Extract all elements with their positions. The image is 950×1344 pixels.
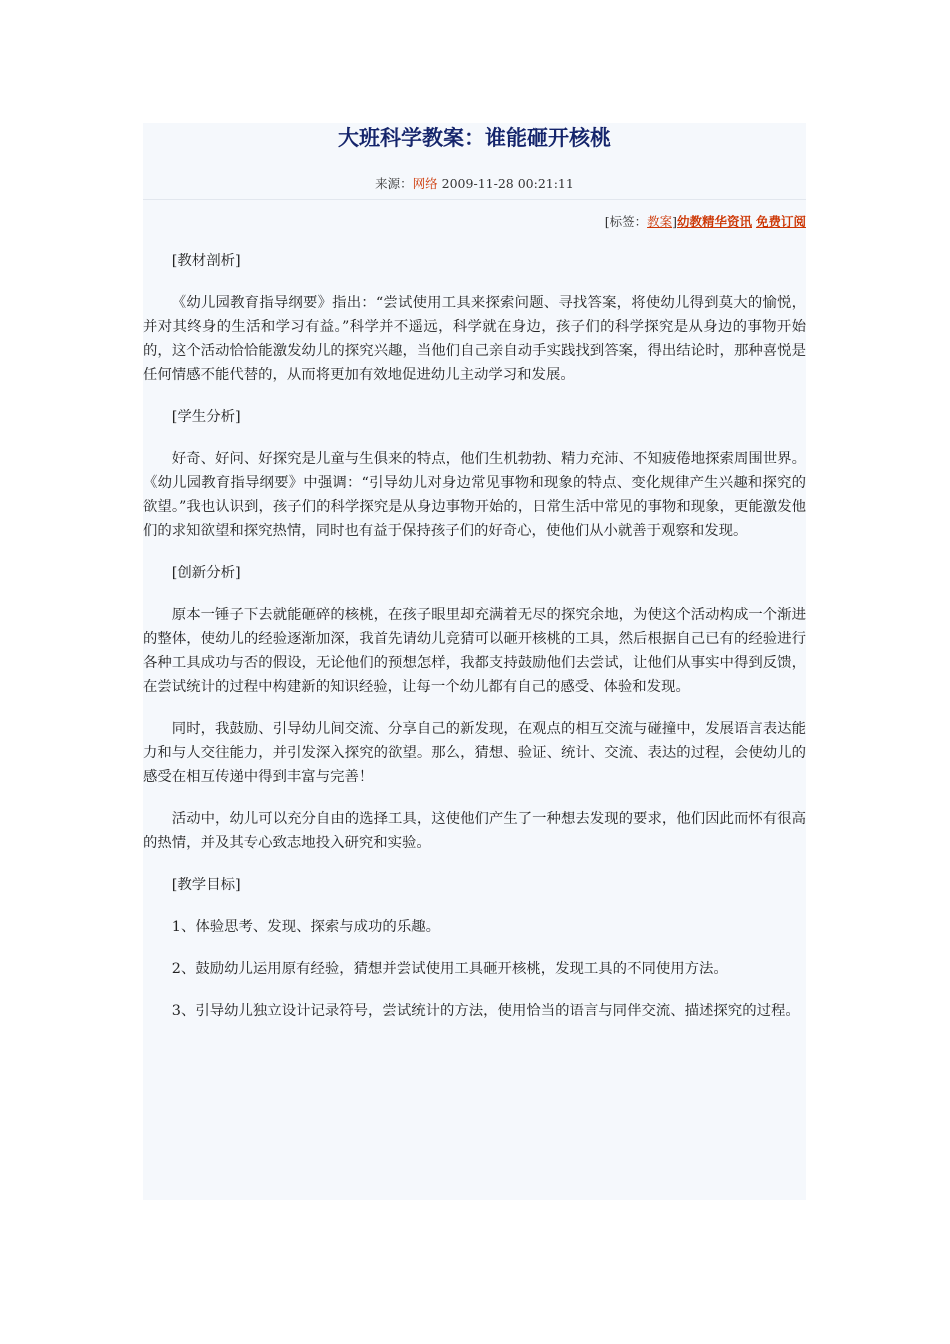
source-link[interactable]: 网络	[412, 176, 438, 191]
tag-bar	[605, 213, 806, 231]
article-meta	[143, 175, 806, 193]
paragraph: 同时，我鼓励、引导幼儿间交流、分享自己的新发现，在观点的相互交流与碰撞中，发展语言表达能力和与人交往能力，并引发深入探究的欲望。那么，猜想、验证、统计、交流、表达的过程，会使幼儿的感受在相互传递中得到丰富与完善！	[143, 721, 806, 785]
meta-divider	[143, 199, 806, 200]
paragraph: 活动中，幼儿可以充分自由的选择工具，这使他们产生了一种想去发现的要求，他们因此而怀有很高的热情，并及其专心致志地投入研究和实验。	[143, 811, 806, 851]
article-body	[143, 249, 806, 1041]
paragraph: 《幼儿园教育指导纲要》指出：“尝试使用工具来探索问题、寻找答案，将使幼儿得到莫大的愉悦，并对其终身的生活和学习有益。”科学并不遥远，科学就在身边，孩子们的科学探究是从身边的事物开始的，这个活动恰恰能激发幼儿的探究兴趣，当他们自己亲自动手实践找到答案，得出结论时，那种喜悦是任何情感不能代替的，从而将更加有效地促进幼儿主动学习和发展。	[143, 295, 806, 383]
tag-close: ]	[672, 214, 677, 229]
paragraph: 原本一锤子下去就能砸碎的核桃，在孩子眼里却充满着无尽的探究余地，为使这个活动构成一个渐进的整体，使幼儿的经验逐渐加深，我首先请幼儿竞猜可以砸开核桃的工具，然后根据自己已有的经验进行各种工具成功与否的假设，无论他们的预想怎样，我都支持鼓励他们去尝试，让他们从事实中得到反馈，在尝试统计的过程中构建新的知识经验，让每一个幼儿都有自己的感受、体验和发现。	[143, 607, 806, 695]
section-heading: [创新分析]	[171, 565, 241, 581]
article-container	[143, 123, 806, 1200]
source-label: 来源：	[375, 176, 413, 191]
list-item: 1、体验思考、发现、探索与成功的乐趣。	[171, 919, 440, 935]
publish-datetime: 2009-11-28 00:21:11	[441, 176, 574, 191]
list-item: 2、鼓励幼儿运用原有经验，猜想并尝试使用工具砸开核桃，发现工具的不同使用方法。	[171, 961, 728, 977]
tag-link[interactable]: 教案	[647, 214, 673, 229]
section-heading: [教材剖析]	[171, 253, 241, 269]
subscribe-link[interactable]: 免费订阅	[755, 214, 806, 229]
section-heading: [教学目标]	[171, 877, 241, 893]
article-title: 大班科学教案：谁能砸开核桃	[338, 126, 611, 150]
paragraph: 好奇、好问、好探究是儿童与生俱来的特点，他们生机勃勃、精力充沛、不知疲倦地探索周围世界。《幼儿园教育指导纲要》中强调：“引导幼儿对身边常见事物和现象的特点、变化规律产生兴趣和探究的欲望。”我也认识到，孩子们的科学探究是从身边事物开始的，日常生活中常见的事物和现象，更能激发他们的求知欲望和探究热情，同时也有益于保持孩子们的好奇心，使他们从小就善于观察和发现。	[143, 451, 806, 539]
tag-open: [标签：	[604, 214, 648, 229]
list-item: 3、引导幼儿独立设计记录符号，尝试统计的方法，使用恰当的语言与同伴交流、描述探究的过程。	[171, 1003, 800, 1019]
section-heading: [学生分析]	[171, 409, 241, 425]
news-link[interactable]: 幼教精华资讯	[676, 214, 752, 229]
